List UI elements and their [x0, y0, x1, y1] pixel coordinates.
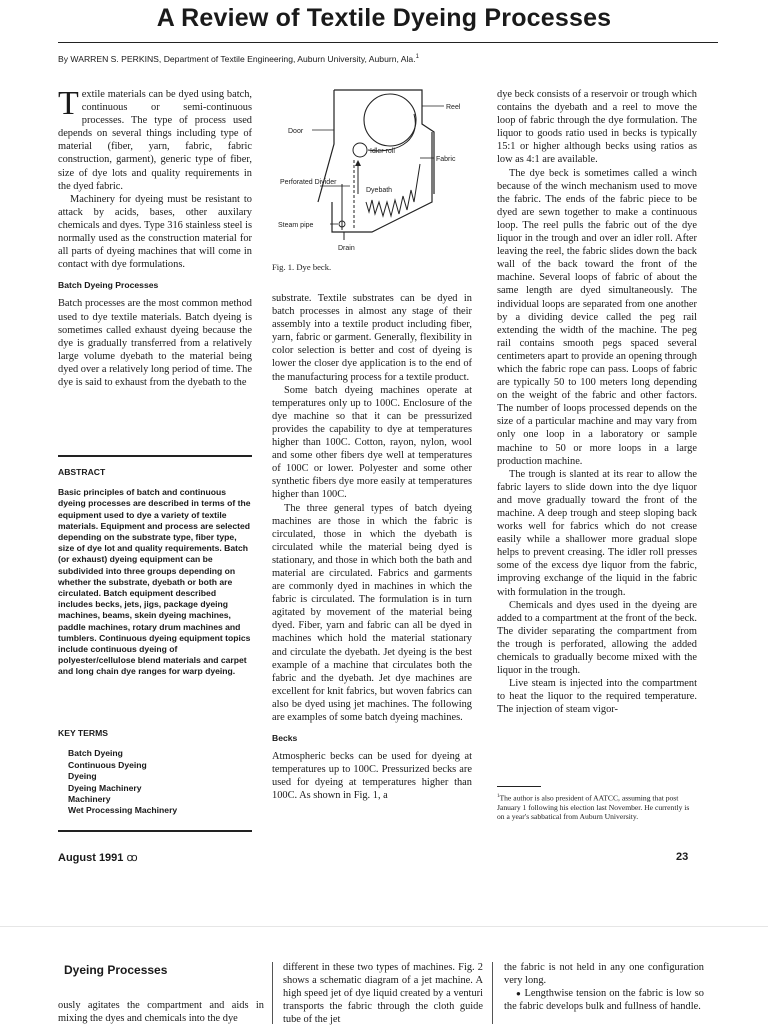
arrow-head-icon	[355, 160, 361, 166]
body-paragraph: The dye beck is sometimes called a winch because of the winch mechanism used to move the fabric. The ends of the fabric piece to be dyed are sewn together to make a continuous loop. The reel pulls the fabric out of the dye liquor in the trough and over an idler roll. After leaving the reel, the fabric slides down the back wall of the back toward the front of the machine. Several loops of fabric of about the same length are dyed simultaneously. The individual loops are separated from one another by a dividing device called the peg rail extending the width of the machine. The peg rail contains smooth pegs spaced several centimeters apart to provide an opening through which the fabric rope can pass. Loops of fabric are typically 50 to 100 meters long depending on the weight of the fabric and other factors. The number of loops processed depends on the size of a particular machine and may vary from only one loop in a laboratory or sample machine to 50 or more loops in a large production machine.	[497, 167, 697, 467]
key-terms-heading: KEY TERMS	[58, 728, 108, 738]
column-2	[272, 292, 472, 803]
body-paragraph: Atmospheric becks can be used for dyeing at temperatures up to 100C. Pressurized becks are used for dyeing at temperatures higher than 100C. As shown in Fig. 1, a	[272, 751, 472, 802]
machine-housing	[334, 90, 434, 194]
body-paragraph: The three general types of batch dyeing machines are those in which the fabric is circulated, those in which the dyebath is circulated while the material being dyed is stationary, and those in which both the bath and material are circulated. Fabrics and garments are commonly dyed in machines in which the fabric is circulated. The formulation is in turn agitated by movement of the material being dyed. Fiber, yarn and fabric can all be dyed in machines which hold the material stationary and circulate the dyebath. Jet dyeing is the best example of a machine that circulates both the fabric and the dyebath. Jet dye machines are excellent for knit fabrics, but woven fabrics can also be dyed using jet machines. The following are examples of some batch dyeing machines.	[272, 502, 472, 723]
reel-icon	[364, 94, 416, 146]
body-paragraph: Live steam is injected into the compartment to heat the liquor to the required temperature. The injection of steam vigor-	[497, 678, 697, 716]
next-page-running-head: Dyeing Processes	[64, 963, 168, 977]
key-term: Dyeing	[68, 771, 97, 782]
idler-roll-icon	[353, 143, 367, 157]
next-page-column-2: different in these two types of machines. Fig. 2 shows a schematic diagram of a jet machine. A high speed jet of dye liquid created by a venturi transports the fabric through the cloth guide tube of the jet	[283, 962, 483, 1026]
key-term: Machinery	[68, 794, 111, 805]
drop-cap: T	[58, 85, 79, 122]
key-term: Dyeing Machinery	[68, 782, 142, 793]
abstract-text: Basic principles of batch and continuous dyeing processes are described in terms of the equipment used to dye a variety of textile materials. Equipment and process are selected depending on the substrate type, fiber type, size of dye lot and quality requirements. Batch (or exhaust) dyeing equipment can be subdivided into three groups depending on whether the substrate, dyebath or both are circulated. Batch equipment described includes becks, jets, jigs, package dyeing machines, beams, skein dyeing machines, paddle machines, rotary drum machines and tumblers. Continuous dyeing equipment topics include continuous dyeing of polyester/cellulose blend materials and carpet and long chain dye ranges for warp dyeing.	[58, 487, 251, 677]
label-drain: Drain	[338, 245, 355, 252]
label-reel: Reel	[446, 104, 461, 111]
column-divider	[492, 962, 493, 1024]
key-term: Batch Dyeing	[68, 748, 123, 759]
footnote-rule	[497, 786, 541, 787]
column-1	[58, 85, 252, 389]
page-number: 23	[676, 851, 689, 863]
key-terms	[58, 728, 252, 817]
issue-mark: ꝏ	[126, 852, 138, 864]
intro-paragraph: Textile materials can be dyed using batch, continuous or semi-continuous processes. The type of process used depends on several things including type of material (fiber, yarn, fabric, fabric construction, garment), generic type of fiber, size of dye lots and quality requirements in the dyed fabric.	[58, 85, 252, 192]
label-fabric: Fabric	[436, 156, 456, 163]
abstract-heading: ABSTRACT	[58, 467, 106, 477]
label-dyebath: Dyebath	[366, 187, 393, 194]
body-paragraph: Chemicals and dyes used in the dyeing are added to a compartment at the front of the beck. The divider separating the compartment from the trough is perforated, allowing the added chemicals to gradually become mixed with the liquor in the trough.	[497, 599, 697, 677]
section-heading-becks: Becks	[272, 733, 298, 744]
label-door: Door	[288, 128, 304, 135]
next-page-column-1: ously agitates the compartment and aids in mixing the dyes and chemicals into the dye	[58, 1000, 264, 1025]
footnote: $^1$The author is also president of AATCC, assuming that post January 1 following his election last November. He currently is on a year's sabbatical from Auburn University.	[497, 793, 690, 822]
abstract-box	[58, 467, 252, 678]
byline-footnote-mark: 1	[415, 54, 419, 61]
body-paragraph: Batch processes are the most common method used to dye textile materials. Batch dyeing is sometimes called exhaust dyeing because the dye is gradually transferred from a relatively large volume dyebath to the material being dyed over a relatively long period of time. The dye is said to exhaust from the dyebath to the	[58, 298, 252, 388]
dye-beck-diagram	[272, 84, 482, 254]
column-divider	[272, 962, 273, 1024]
body-paragraph: The trough is slanted at its rear to allow the fabric layers to slide down into the dye liquor and move gradually toward the front of the machine. A deep trough and steep sloping back works well for fabrics which do not crease easily while a shallower more gradual slope helps to prevent creasing. The idler roll presses some of the excess dye liquor from the fabric, improving exchange of the liquid in the fabric with formulation in the trough.	[497, 468, 697, 598]
page-break	[0, 926, 768, 927]
issue-date: August 1991 ꝏ	[58, 852, 138, 864]
body-paragraph: substrate. Textile substrates can be dyed in batch processes in almost any stage of their assembly into a textile product including fiber, yarn, fabric or garment. Generally, flexibility in color selection is better and cost of dyeing is lower the closer dye application is to the end of the manufacturing process for a textile product.	[272, 293, 472, 383]
label-divider: Perforated Divider	[280, 179, 337, 186]
label-steam-pipe: Steam pipe	[278, 222, 314, 229]
abstract-bottom-rule	[58, 830, 252, 832]
fabric-path	[368, 114, 415, 151]
body-paragraph: Some batch dyeing machines operate at temperatures only up to 100C. Enclosure of the dye machine so that it can be pressurized provides the capability to dye at temperatures higher than 100C. Cotton, rayon, nylon, wool and some other fibers dye well at temperatures of 100C or lower. Polyester and some other synthetic fibers dye more easily at temperatures higher than 100C.	[272, 384, 472, 501]
key-term: Wet Processing Machinery	[68, 805, 178, 816]
column-3	[497, 88, 697, 717]
next-page-column-3: the fabric is not held in any one configuration very long. ● Lengthwise tension on the fabric is low so the fabric develops bulk and fullness of handle.	[504, 962, 704, 1013]
bullet-icon: ●	[516, 989, 522, 999]
key-term: Continuous Dyeing	[68, 759, 147, 770]
body-paragraph: Machinery for dyeing must be resistant to attack by acids, bases, other auxilary chemicals and dyes. Type 316 stainless steel is normally used as the construction material for all parts of dyeing machines that will come in contact with dye formulations.	[58, 193, 252, 271]
article-title: A Review of Textile Dyeing Processes	[156, 4, 612, 32]
figure-caption: Fig. 1. Dye beck.	[272, 262, 332, 272]
bullet-item: ● Lengthwise tension on the fabric is low so the fabric develops bulk and fullness of handle.	[504, 988, 704, 1013]
title-rule	[58, 42, 718, 43]
section-heading-batch: Batch Dyeing Processes	[58, 280, 159, 291]
body-paragraph: dye beck consists of a reservoir or trough which contains the dyebath and a reel to move the loop of fabric through the dye formulation. The liquor to goods ratio used in becks is typically 15:1 or higher although becks using ratios as low as 4:1 are available.	[497, 89, 697, 166]
label-idler-roll: Idler roll	[370, 148, 395, 155]
key-terms-list	[68, 748, 252, 816]
byline: By WARREN S. PERKINS, Department of Textile Engineering, Auburn University, Auburn, Ala.$^1$	[58, 54, 419, 64]
abstract-top-rule	[58, 455, 252, 457]
